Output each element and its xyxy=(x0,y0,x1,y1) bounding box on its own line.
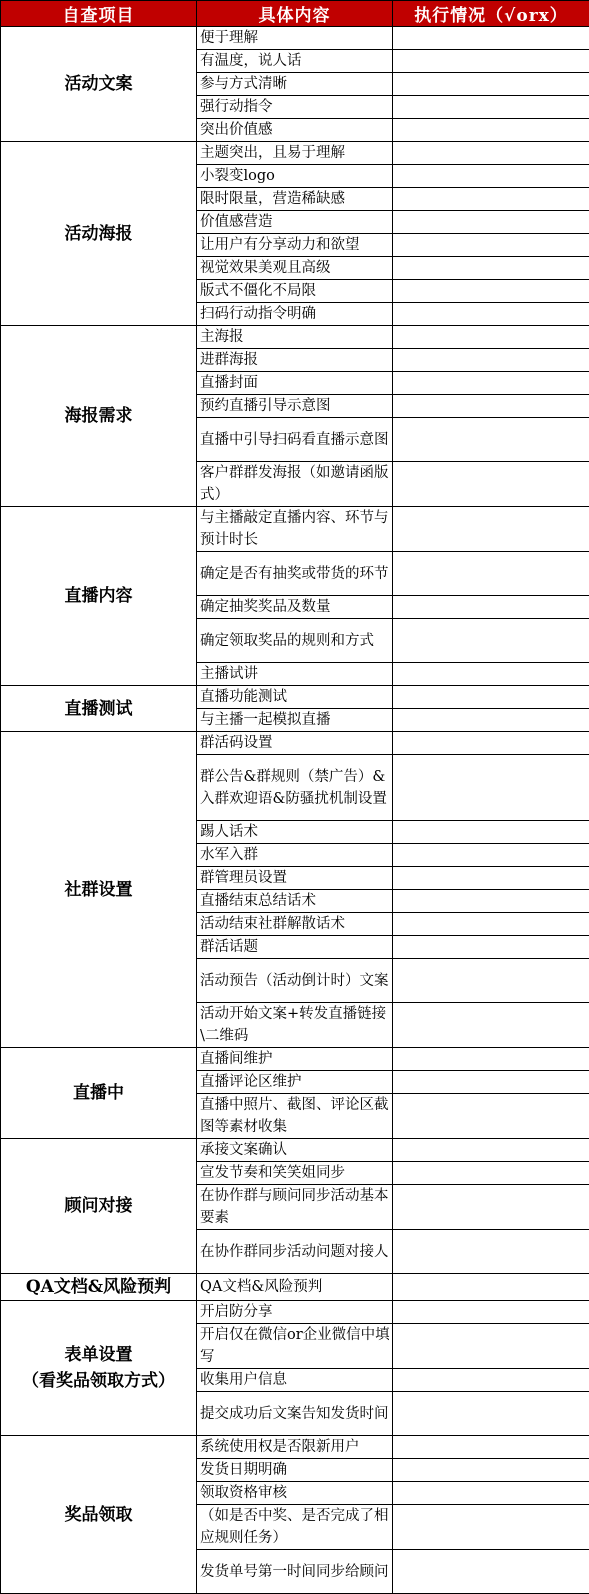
execution-status-cell[interactable] xyxy=(393,1139,589,1162)
content-item: 在协作群与顾问同步活动基本要素 xyxy=(197,1185,393,1230)
content-item: 版式不僵化不局限 xyxy=(197,280,393,303)
content-item: 主播试讲 xyxy=(197,663,393,686)
execution-status-cell[interactable] xyxy=(393,165,589,188)
content-item: 承接文案确认 xyxy=(197,1139,393,1162)
header-execution-status: 执行情况（√orx） xyxy=(393,1,589,27)
execution-status-cell[interactable] xyxy=(393,1185,589,1230)
execution-status-cell[interactable] xyxy=(393,755,589,821)
content-item: 直播结束总结话术 xyxy=(197,890,393,913)
execution-status-cell[interactable] xyxy=(393,211,589,234)
execution-status-cell[interactable] xyxy=(393,27,589,50)
content-item: 直播功能测试 xyxy=(197,686,393,709)
category-label: 顾问对接 xyxy=(65,1196,133,1216)
category-cell xyxy=(1,732,197,1048)
execution-status-cell[interactable] xyxy=(393,1550,589,1594)
content-item: 扫码行动指令明确 xyxy=(197,303,393,326)
content-item: 领取资格审核 xyxy=(197,1482,393,1505)
content-item: 开启防分享 xyxy=(197,1301,393,1324)
execution-status-cell[interactable] xyxy=(393,303,589,326)
execution-status-cell[interactable] xyxy=(393,596,589,619)
content-item: 主题突出，且易于理解 xyxy=(197,142,393,165)
category-label: 表单设置 xyxy=(65,1345,133,1365)
execution-status-cell[interactable] xyxy=(393,1324,589,1369)
table-row xyxy=(1,1436,589,1459)
category-label: 活动文案 xyxy=(65,74,133,94)
execution-status-cell[interactable] xyxy=(393,142,589,165)
execution-status-cell[interactable] xyxy=(393,188,589,211)
table-row xyxy=(1,142,589,165)
content-item: 发货单号第一时间同步给顾问 xyxy=(197,1550,393,1594)
table-row xyxy=(1,27,589,50)
table-row xyxy=(1,1274,589,1301)
execution-status-cell[interactable] xyxy=(393,821,589,844)
content-item: 水军入群 xyxy=(197,844,393,867)
execution-status-cell[interactable] xyxy=(393,552,589,596)
execution-status-cell[interactable] xyxy=(393,73,589,96)
execution-status-cell[interactable] xyxy=(393,1436,589,1459)
content-item: 预约直播引导示意图 xyxy=(197,395,393,418)
category-label: 社群设置 xyxy=(65,880,133,900)
category-cell xyxy=(1,326,197,507)
content-item: 群管理员设置 xyxy=(197,867,393,890)
table-row xyxy=(1,686,589,709)
table-row xyxy=(1,1139,589,1162)
execution-status-cell[interactable] xyxy=(393,1094,589,1139)
content-item: 活动开始文案+转发直播链接\二维码 xyxy=(197,1003,393,1048)
execution-status-cell[interactable] xyxy=(393,732,589,755)
execution-status-cell[interactable] xyxy=(393,686,589,709)
content-item: 群公告&群规则（禁广告）&入群欢迎语&防骚扰机制设置 xyxy=(197,755,393,821)
execution-status-cell[interactable] xyxy=(393,1274,589,1301)
category-cell xyxy=(1,27,197,142)
category-label: 奖品领取 xyxy=(65,1505,133,1525)
category-cell xyxy=(1,1139,197,1274)
execution-status-cell[interactable] xyxy=(393,1071,589,1094)
content-item: 直播间维护 xyxy=(197,1048,393,1071)
execution-status-cell[interactable] xyxy=(393,913,589,936)
execution-status-cell[interactable] xyxy=(393,936,589,959)
content-item: 确定抽奖奖品及数量 xyxy=(197,596,393,619)
category-cell xyxy=(1,1436,197,1594)
execution-status-cell[interactable] xyxy=(393,1505,589,1550)
content-item: 突出价值感 xyxy=(197,119,393,142)
category-cell xyxy=(1,1048,197,1139)
content-item: 群活话题 xyxy=(197,936,393,959)
table-row xyxy=(1,326,589,349)
table-body xyxy=(1,27,589,1594)
execution-status-cell[interactable] xyxy=(393,418,589,462)
content-item: 限时限量，营造稀缺感 xyxy=(197,188,393,211)
table-row xyxy=(1,1048,589,1071)
category-cell xyxy=(1,686,197,732)
execution-status-cell[interactable] xyxy=(393,1162,589,1185)
category-label: 直播中 xyxy=(73,1083,124,1103)
content-item: 开启仅在微信or企业微信中填写 xyxy=(197,1324,393,1369)
execution-status-cell[interactable] xyxy=(393,959,589,1003)
execution-status-cell[interactable] xyxy=(393,890,589,913)
content-item: 价值感营造 xyxy=(197,211,393,234)
execution-status-cell[interactable] xyxy=(393,1392,589,1436)
execution-status-cell[interactable] xyxy=(393,372,589,395)
content-item: 强行动指令 xyxy=(197,96,393,119)
content-item: 宣发节奏和笑笑姐同步 xyxy=(197,1162,393,1185)
execution-status-cell[interactable] xyxy=(393,462,589,507)
content-item: 群活码设置 xyxy=(197,732,393,755)
execution-status-cell[interactable] xyxy=(393,349,589,372)
category-cell xyxy=(1,142,197,326)
content-item: 与主播敲定直播内容、环节与预计时长 xyxy=(197,507,393,552)
execution-status-cell[interactable] xyxy=(393,619,589,663)
table-row xyxy=(1,507,589,552)
execution-status-cell[interactable] xyxy=(393,280,589,303)
table-header-row xyxy=(1,1,589,27)
category-cell xyxy=(1,1274,197,1301)
content-item: QA文档&风险预判 xyxy=(197,1274,393,1301)
table-row xyxy=(1,732,589,755)
header-self-check-item: 自查项目 xyxy=(1,1,197,27)
category-label: 直播内容 xyxy=(65,586,133,606)
execution-status-cell[interactable] xyxy=(393,867,589,890)
content-item: 系统使用权是否限新用户 xyxy=(197,1436,393,1459)
content-item: 与主播一起模拟直播 xyxy=(197,709,393,732)
content-item: 便于理解 xyxy=(197,27,393,50)
execution-status-cell[interactable] xyxy=(393,326,589,349)
content-item: 有温度，说人话 xyxy=(197,50,393,73)
table-row xyxy=(1,1301,589,1324)
header-specific-content: 具体内容 xyxy=(197,1,393,27)
content-item: 在协作群同步活动问题对接人 xyxy=(197,1230,393,1274)
category-label: 海报需求 xyxy=(65,406,133,426)
category-label: QA文档&风险预判 xyxy=(26,1277,171,1297)
execution-status-cell[interactable] xyxy=(393,1301,589,1324)
category-label: （看奖品领取方式） xyxy=(22,1371,175,1391)
content-item: 确定是否有抽奖或带货的环节 xyxy=(197,552,393,596)
content-item: 主海报 xyxy=(197,326,393,349)
execution-status-cell[interactable] xyxy=(393,1369,589,1392)
content-item: 直播中照片、截图、评论区截图等素材收集 xyxy=(197,1094,393,1139)
category-label: 活动海报 xyxy=(65,224,133,244)
execution-status-cell[interactable] xyxy=(393,663,589,686)
execution-status-cell[interactable] xyxy=(393,234,589,257)
content-item: 提交成功后文案告知发货时间 xyxy=(197,1392,393,1436)
content-item: 直播中引导扫码看直播示意图 xyxy=(197,418,393,462)
category-label: 直播测试 xyxy=(65,699,133,719)
execution-status-cell[interactable] xyxy=(393,1230,589,1274)
category-cell xyxy=(1,1301,197,1436)
execution-status-cell[interactable] xyxy=(393,1048,589,1071)
execution-status-cell[interactable] xyxy=(393,844,589,867)
execution-status-cell[interactable] xyxy=(393,709,589,732)
content-item: 确定领取奖品的规则和方式 xyxy=(197,619,393,663)
content-item: 直播评论区维护 xyxy=(197,1071,393,1094)
content-item: 活动预告（活动倒计时）文案 xyxy=(197,959,393,1003)
execution-status-cell[interactable] xyxy=(393,119,589,142)
execution-status-cell[interactable] xyxy=(393,50,589,73)
content-item: 客户群群发海报（如邀请函版式） xyxy=(197,462,393,507)
execution-status-cell[interactable] xyxy=(393,507,589,552)
content-item: 发货日期明确 xyxy=(197,1459,393,1482)
execution-status-cell[interactable] xyxy=(393,1459,589,1482)
content-item: 视觉效果美观且高级 xyxy=(197,257,393,280)
execution-status-cell[interactable] xyxy=(393,1482,589,1505)
content-item: 参与方式清晰 xyxy=(197,73,393,96)
execution-status-cell[interactable] xyxy=(393,395,589,418)
content-item: 收集用户信息 xyxy=(197,1369,393,1392)
content-item: 活动结束社群解散话术 xyxy=(197,913,393,936)
content-item: 进群海报 xyxy=(197,349,393,372)
content-item: （如是否中奖、是否完成了相应规则任务） xyxy=(197,1505,393,1550)
category-cell xyxy=(1,507,197,686)
execution-status-cell[interactable] xyxy=(393,257,589,280)
execution-status-cell[interactable] xyxy=(393,96,589,119)
execution-status-cell[interactable] xyxy=(393,1003,589,1048)
content-item: 踢人话术 xyxy=(197,821,393,844)
content-item: 直播封面 xyxy=(197,372,393,395)
content-item: 小裂变logo xyxy=(197,165,393,188)
content-item: 让用户有分享动力和欲望 xyxy=(197,234,393,257)
